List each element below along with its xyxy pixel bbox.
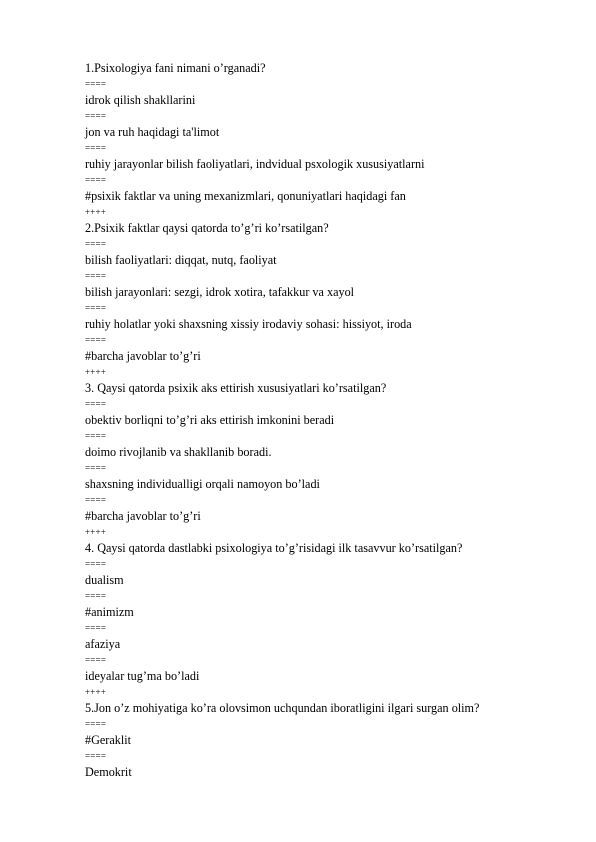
question-3-option-3: shaxsning individualligi orqali namoyon bo’ladi [85,477,320,491]
option-separator: ==== [85,719,107,729]
question-3-option-2: doimo rivojlanib va shakllanib boradi. [85,445,272,459]
option-separator: ==== [85,399,107,409]
option-separator: ==== [85,271,107,281]
question-end-separator: ++++ [85,527,107,537]
question-1-option-4-correct: #psixik faktlar va uning mexanizmlari, qonuniyatlari haqidagi fan [85,189,406,203]
option-separator: ==== [85,591,107,601]
question-2-text: 2.Psixik faktlar qaysi qatorda to’g’ri ko’rsatilgan? [85,221,329,235]
question-2-option-4-correct: #barcha javoblar to’g’ri [85,349,201,363]
option-separator: ==== [85,79,107,89]
option-separator: ==== [85,495,107,505]
question-4-text: 4. Qaysi qatorda dastlabki psixologiya to’g’risidagi ilk tasavvur ko’rsatilgan? [85,541,463,555]
question-1-option-1: idrok qilish shakllarini [85,93,196,107]
option-separator: ==== [85,239,107,249]
question-2-option-3: ruhiy holatlar yoki shaxsning xissiy irodaviy sohasi: hissiyot, iroda [85,317,412,331]
option-separator: ==== [85,655,107,665]
question-end-separator: ++++ [85,367,107,377]
question-3-option-4-correct: #barcha javoblar to’g’ri [85,509,201,523]
question-2-option-2: bilish jarayonlari: sezgi, idrok xotira, tafakkur va xayol [85,285,355,299]
option-separator: ==== [85,559,107,569]
question-1-option-3: ruhiy jarayonlar bilish faoliyatlari, indvidual psxologik xususiyatlarni [85,157,425,171]
question-3-text: 3. Qaysi qatorda psixik aks ettirish xususiyatlari ko’rsatilgan? [85,381,387,395]
option-separator: ==== [85,623,107,633]
question-1-option-2: jon va ruh haqidagi ta'limot [85,125,220,139]
option-separator: ==== [85,463,107,473]
question-5-option-2: Demokrit [85,765,132,779]
question-4-option-2-correct: #animizm [85,605,134,619]
question-4-option-3: afaziya [85,637,121,651]
option-separator: ==== [85,175,107,185]
option-separator: ==== [85,111,107,121]
option-separator: ==== [85,751,107,761]
question-4-option-4: ideyalar tug’ma bo’ladi [85,669,200,683]
option-separator: ==== [85,143,107,153]
question-5-option-1-correct: #Geraklit [85,733,132,747]
question-end-separator: ++++ [85,207,107,217]
question-end-separator: ++++ [85,687,107,697]
question-5-text: 5.Jon o’z mohiyatiga ko’ra olovsimon uchqundan iboratligini ilgari surgan olim? [85,701,480,715]
question-4-option-1: dualism [85,573,124,587]
option-separator: ==== [85,303,107,313]
option-separator: ==== [85,335,107,345]
option-separator: ==== [85,431,107,441]
question-1-text: 1.Psixologiya fani nimani o’rganadi? [85,61,266,75]
document-page [85,58,565,783]
question-2-option-1: bilish faoliyatlari: diqqat, nutq, faoliyat [85,253,277,267]
question-3-option-1: obektiv borliqni to’g’ri aks ettirish imkonini beradi [85,413,335,427]
